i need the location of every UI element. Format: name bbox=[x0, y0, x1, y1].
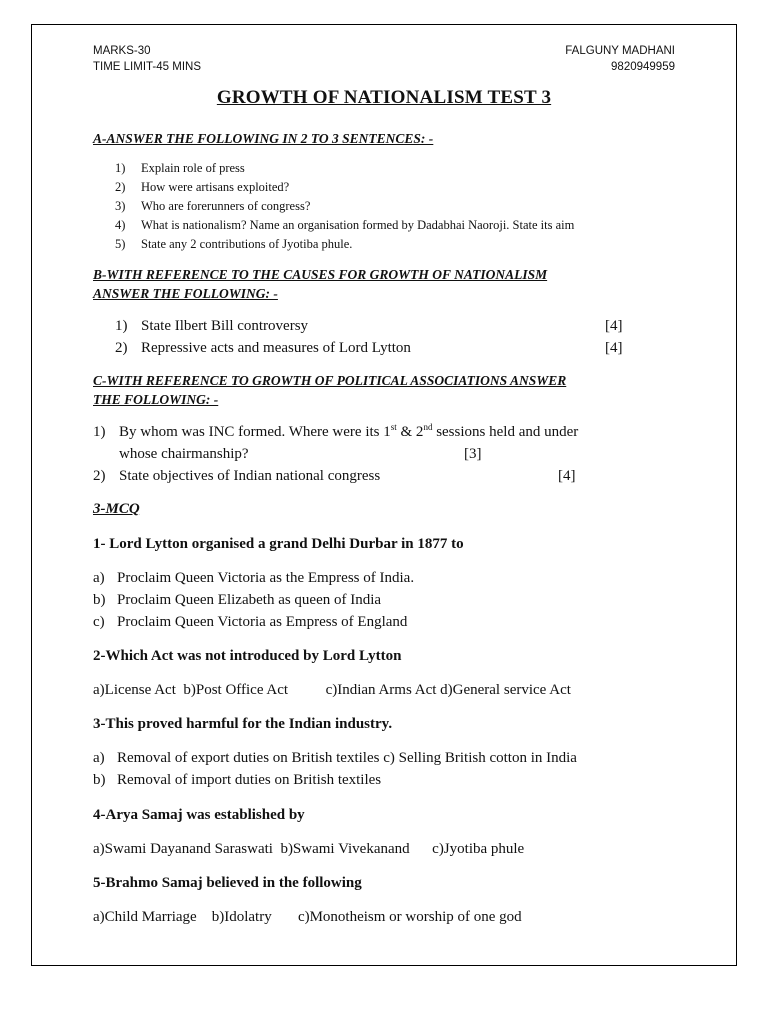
marks-badge: [4] bbox=[605, 318, 623, 334]
teacher-name: FALGUNY MADHANI bbox=[565, 45, 675, 57]
section-b-heading: B-WITH REFERENCE TO THE CAUSES FOR GROWTH OF NATIONALISM ANSWER THE FOLLOWING: - bbox=[93, 267, 548, 301]
section-c-heading: C-WITH REFERENCE TO GROWTH OF POLITICAL ASSOCIATIONS ANSWER THE FOLLOWING: - bbox=[93, 373, 567, 407]
section-c-item-1-cont: whose chairmanship? bbox=[119, 446, 249, 462]
mcq-option: b) Removal of import duties on British textiles bbox=[93, 772, 382, 788]
section-a-heading: A-ANSWER THE FOLLOWING IN 2 TO 3 SENTENCES: - bbox=[93, 131, 434, 146]
header-left bbox=[93, 43, 201, 75]
mcq-heading: 3-MCQ bbox=[93, 501, 140, 517]
page-title: GROWTH OF NATIONALISM TEST 3 bbox=[216, 87, 552, 108]
list-item: 4) What is nationalism? Name an organisation formed by Dadabhai Naoroji. State its aim bbox=[115, 218, 575, 232]
section-b-item-2: 2) Repressive acts and measures of Lord Lytton bbox=[115, 340, 411, 356]
marks-badge: [4] bbox=[558, 468, 576, 484]
phone-number: 9820949959 bbox=[611, 61, 675, 73]
mcq-options-line: a)Child Marriage b)Idolatry c)Monotheism or worship of one god bbox=[93, 909, 522, 925]
mcq-option: a) Removal of export duties on British textiles c) Selling British cotton in India bbox=[93, 750, 577, 766]
list-item: 2) How were artisans exploited? bbox=[115, 180, 290, 194]
list-item: 3) Who are forerunners of congress? bbox=[115, 199, 311, 213]
section-c-item-2: 2) State objectives of Indian national congress bbox=[93, 468, 381, 484]
mcq-question-3: 3-This proved harmful for the Indian industry. bbox=[93, 716, 393, 732]
marks-badge: [4] bbox=[605, 340, 623, 356]
exam-page bbox=[31, 24, 737, 966]
marks-label: MARKS-30 bbox=[93, 45, 151, 57]
section-a-list bbox=[93, 159, 693, 254]
header-right bbox=[565, 43, 675, 75]
list-item: 1) Explain role of press bbox=[115, 161, 245, 175]
mcq-option: c) Proclaim Queen Victoria as Empress of England bbox=[93, 614, 408, 630]
mcq-option: a) Proclaim Queen Victoria as the Empress of India. bbox=[93, 570, 415, 586]
mcq-question-1: 1- Lord Lytton organised a grand Delhi Durbar in 1877 to bbox=[93, 536, 464, 552]
mcq-question-2: 2-Which Act was not introduced by Lord Lytton bbox=[93, 648, 402, 664]
marks-badge: [3] bbox=[464, 446, 482, 462]
mcq-options-line: a)Swami Dayanand Saraswati b)Swami Vivekanand c)Jyotiba phule bbox=[93, 841, 525, 857]
section-b-item-1: 1) State Ilbert Bill controversy bbox=[115, 318, 309, 334]
mcq-question-5: 5-Brahmo Samaj believed in the following bbox=[93, 875, 362, 891]
mcq-question-4: 4-Arya Samaj was established by bbox=[93, 807, 305, 823]
time-limit-label: TIME LIMIT-45 MINS bbox=[93, 61, 201, 73]
list-item: 5) State any 2 contributions of Jyotiba phule. bbox=[115, 237, 353, 251]
section-c-item-1: 1) By whom was INC formed. Where were its 1st & 2nd sessions held and under bbox=[93, 422, 579, 440]
mcq-options-line: a)License Act b)Post Office Act c)Indian Arms Act d)General service Act bbox=[93, 682, 571, 698]
mcq-option: b) Proclaim Queen Elizabeth as queen of India bbox=[93, 592, 382, 608]
